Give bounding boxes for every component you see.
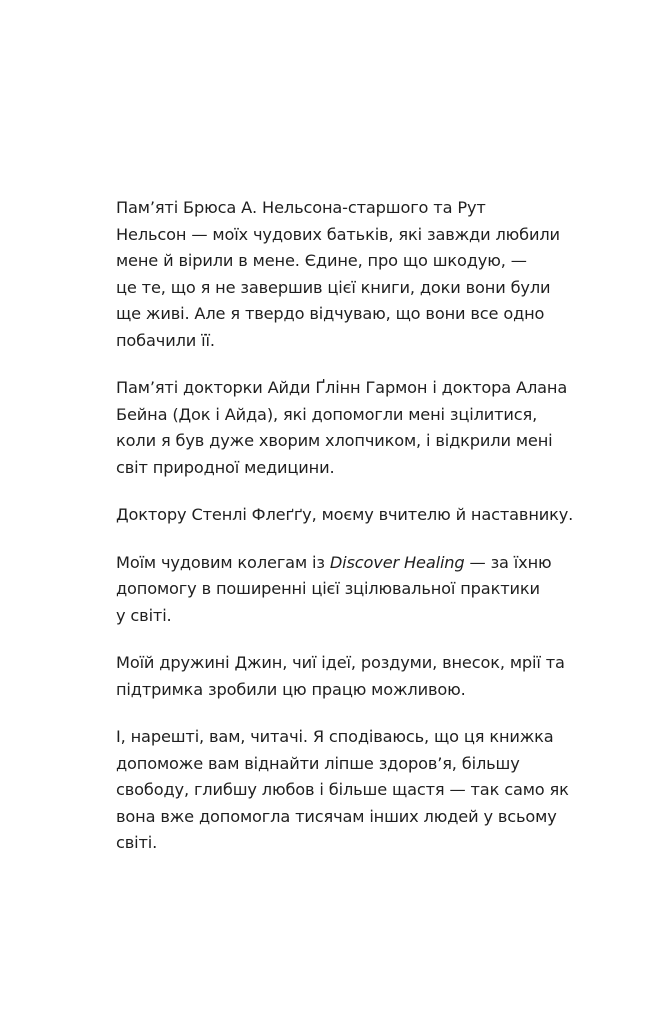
dedication-paragraph-colleagues [116,550,552,630]
text-line: у світі. [116,605,172,625]
text-line: допоможе вам віднайти ліпше здоров’я, більшу [116,753,520,773]
text-fragment: Моїм чудовим колегам із [116,552,330,572]
text-line: побачили її. [116,330,215,350]
text-line: Моїй дружині Джин, чиї ідеї, роздуми, внесок, мрії та [116,653,565,672]
text-line: І, нарешті, вам, читачі. Я сподіваюсь, що ця книжка [116,727,554,746]
text-line [116,550,552,577]
text-line: Бейна (Док і Айда), які допомогли мені зцілитися, [116,404,538,424]
text-line: це те, що я не завершив цієї книги, доки вони були [116,277,551,297]
dedication-paragraph-parents [116,195,560,354]
dedication-paragraph-readers [116,724,569,857]
text-line: Нельсон — моїх чудових батьків, які завжди любили [116,224,560,244]
text-line: допомогу в поширенні цієї зцілювальної практики [116,579,540,598]
text-line: мене й вірили в мене. Єдине, про що шкодую, — [116,251,527,270]
dedication-paragraph-teacher [116,502,574,529]
text-line: коли я був дуже хворим хлопчиком, і відкрили мені [116,431,553,450]
dedication-paragraph-wife [116,650,565,703]
text-line: вона вже допомогла тисячам інших людей у всьому [116,806,557,826]
organization-name: Discover Healing [329,552,465,572]
text-line: свободу, глибшу любов і більше щастя — так само як [116,780,569,799]
text-line: світі. [116,833,158,852]
text-line: ще живі. Але я твердо відчуваю, що вони все одно [116,304,545,323]
text-line: Доктору Стенлі Флеґґу, моєму вчителю й наставнику. [116,505,574,524]
text-line: Пам’яті докторки Айди Ґлінн Гармон і доктора Алана [116,378,568,397]
text-line: світ природної медицини. [116,457,335,477]
dedication-paragraph-doctors [116,375,568,481]
text-line: Пам’яті Брюса А. Нельсона-старшого та Рут [116,198,486,217]
dedication-page [116,195,574,878]
text-line: підтримка зробили цю працю можливою. [116,679,466,699]
text-fragment: — за їхню [464,552,552,572]
